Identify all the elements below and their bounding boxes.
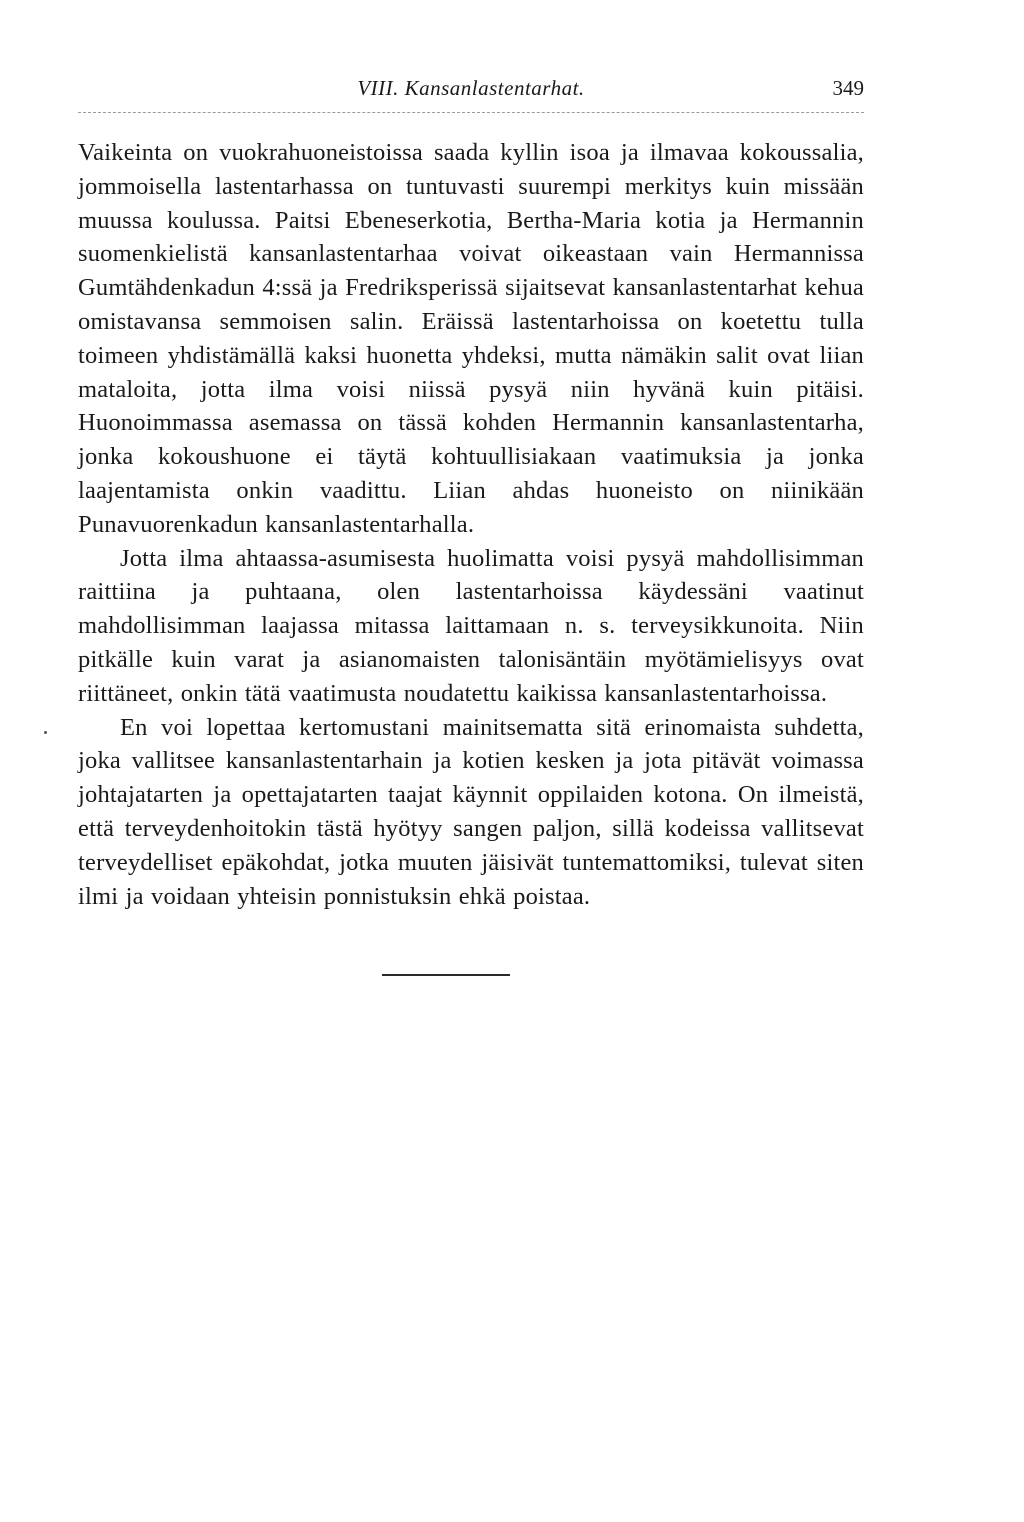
section-end-rule xyxy=(382,974,510,976)
paragraph-1: Vaikeinta on vuokrahuoneistoissa saada kyllin isoa ja ilmavaa kokoussalia, jommoisella lastentarhassa on tuntuvasti suurempi merkitys kuin missään muussa koulussa. Paitsi Ebeneserkotia, Bertha-Maria kotia ja Hermannin suomenkielistä kansanlastentarhaa voivat oikeastaan vain Hermannissa Gumtähdenkadun 4:ssä ja Fredriksperissä sijaitsevat kansanlastentarhat kehua omistavansa semmoisen salin. Eräissä lastentarhoissa on koetettu tulla toimeen yhdistämällä kaksi huonetta yhdeksi, mutta nämäkin salit ovat liian mataloita, jotta ilma voisi niissä pysyä niin hyvänä kuin pitäisi. Huonoimmassa asemassa on tässä kohden Hermannin kansanlastentarha, jonka kokoushuone ei täytä kohtuullisiakaan vaatimuksia ja jonka laajentamista onkin vaadittu. Liian ahdas huoneisto on niinikään Punavuorenkadun kansanlastentarhalla. xyxy=(78,139,864,538)
paragraph-2: Jotta ilma ahtaassa-asumisesta huolimatta voisi pysyä mahdollisimman raittiina ja puhtaana, olen lastentarhoissa käydessäni vaatinut mahdollisimman laajassa mitassa laittamaan n. s. terveysikkunoita. Niin pitkälle kuin varat ja asianomaisten talonisäntäin myötämielisyys ovat riittäneet, onkin tätä vaatimusta noudatettu kaikissa kansanlastentarhoissa. xyxy=(78,544,864,707)
running-title: VIII. Kansanlastentarhat. xyxy=(357,76,585,100)
margin-mark xyxy=(44,731,47,734)
page-number: 349 xyxy=(832,76,864,100)
header-rule xyxy=(78,112,864,113)
text-body xyxy=(78,136,864,913)
running-head xyxy=(78,76,864,106)
paragraph-3: En voi lopettaa kertomustani mainitsematta sitä erinomaista suhdetta, joka vallitsee kansanlastentarhain ja kotien kesken ja jota pitävät voimassa johtajatarten ja opettajatarten taajat käynnit oppilaiden kotona. On ilmeistä, että terveydenhoitokin tästä hyötyy sangen paljon, sillä kodeissa vallitsevat terveydelliset epäkohdat, jotka muuten jäisivät tuntemattomiksi, tulevat siten ilmi ja voidaan yhteisin ponnistuksin ehkä poistaa. xyxy=(78,713,864,910)
